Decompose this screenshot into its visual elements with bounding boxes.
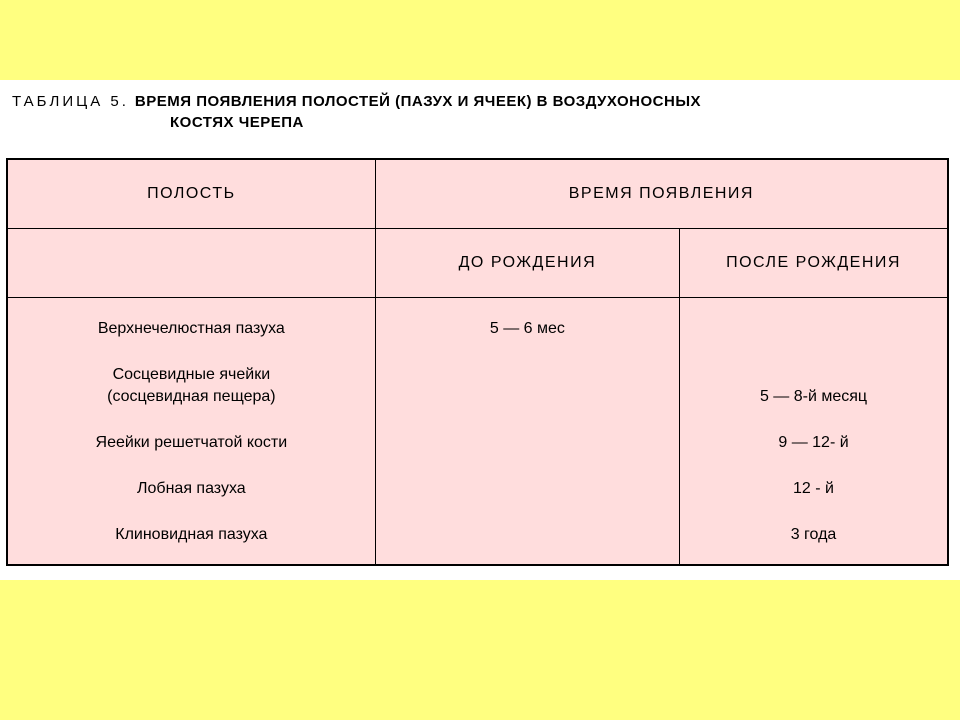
cavity-sphenoid: Клиновидная пазуха	[115, 526, 268, 543]
caption-prefix: ТАБЛИЦА 5.	[12, 93, 129, 110]
cavity-timing-table	[6, 158, 949, 566]
cavity-ethmoid: Яеейки решетчатой кости	[95, 434, 288, 451]
after-birth-column	[680, 298, 948, 566]
after-mastoid: 5 — 8-й месяц	[759, 388, 868, 405]
header-row-1	[7, 159, 948, 229]
header-time: ВРЕМЯ ПОЯВЛЕНИЯ	[375, 159, 948, 229]
before-birth-column	[375, 298, 679, 566]
table-body-row	[7, 298, 948, 566]
caption-line-2: КОСТЯХ ЧЕРЕПА	[170, 114, 304, 131]
header-empty	[7, 229, 375, 298]
cavity-maxillary: Верхнечелюстная пазуха	[97, 320, 285, 337]
after-frontal: 12 - й	[793, 480, 834, 497]
after-sphenoid: 3 года	[790, 526, 837, 543]
header-before-birth: ДО РОЖДЕНИЯ	[375, 229, 679, 298]
header-after-birth: ПОСЛЕ РОЖДЕНИЯ	[680, 229, 948, 298]
cavity-column	[7, 298, 375, 566]
cavity-mastoid-line2: (сосцевидная пещера)	[107, 388, 276, 405]
header-cavity: ПОЛОСТЬ	[7, 159, 375, 229]
header-row-2	[7, 229, 948, 298]
after-ethmoid: 9 — 12- й	[778, 434, 849, 451]
caption-line-1: ВРЕМЯ ПОЯВЛЕНИЯ ПОЛОСТЕЙ (ПАЗУХ И ЯЧЕЕК) В ВОЗДУХОНОСНЫХ	[134, 93, 702, 110]
before-maxillary: 5 — 6 мес	[489, 320, 565, 337]
cavity-frontal: Лобная пазуха	[137, 480, 246, 497]
table-caption	[12, 91, 952, 133]
cavity-mastoid-line1: Сосцевидные ячейки	[112, 366, 271, 383]
